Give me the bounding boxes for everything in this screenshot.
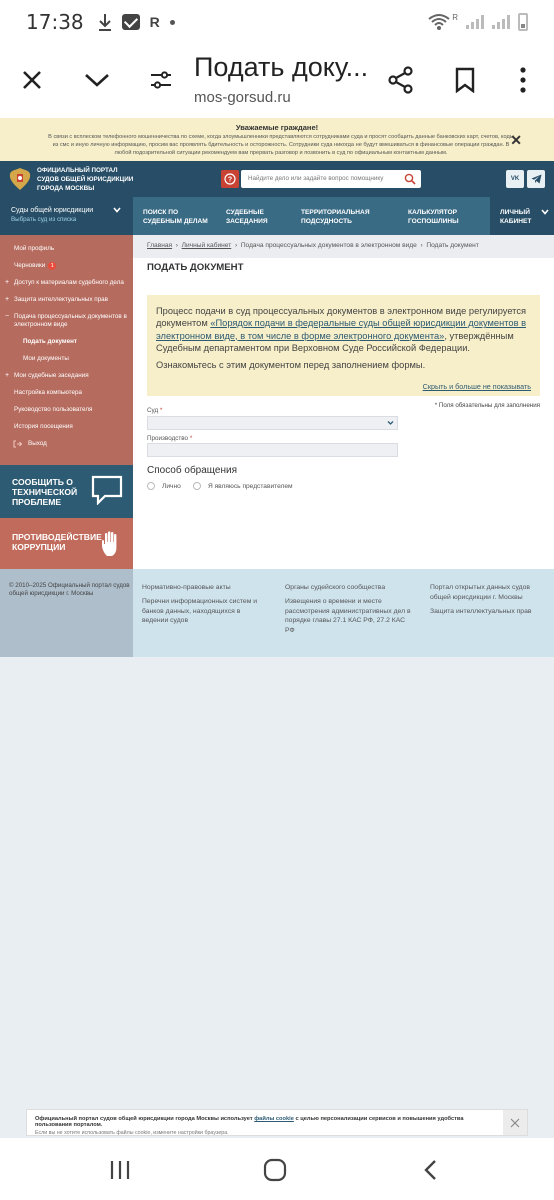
- procedure-document-link[interactable]: «Порядок подачи в федеральные суды общей юрисдикции документов в электронном виде, в том числе в форме электронного документа»: [156, 318, 527, 341]
- sidebar-item-case-access[interactable]: + Доступ к материалам судебного дела: [0, 279, 133, 287]
- coat-of-arms-icon: [8, 166, 32, 192]
- submission-method-title: Способ обращения: [147, 465, 237, 476]
- footer-link-ip-protection[interactable]: Защита интеллектуальных прав: [430, 608, 532, 615]
- court-field-label: Суд *: [147, 407, 163, 414]
- breadcrumb: Главная › Личный кабинет › Подача процессуальных документов в электронном виде › Подать документ: [147, 242, 479, 249]
- sidebar-item-user-guide[interactable]: Руководство пользователя: [14, 406, 93, 413]
- assistant-help-button[interactable]: [221, 170, 239, 188]
- page-settings-icon[interactable]: [143, 62, 179, 98]
- footer-link-info-systems[interactable]: Перечни информационных систем и банков данных, находящихся в ведении судов: [142, 598, 258, 624]
- chat-bubble-icon: [91, 475, 123, 505]
- sidebar-item-logout[interactable]: [0, 440, 133, 448]
- chevron-down-icon[interactable]: [79, 62, 115, 98]
- court-selector-sub: Выбрать суд из списка: [11, 216, 77, 223]
- sidebar-item-ip-protection[interactable]: + Защита интеллектуальных прав: [0, 296, 133, 304]
- nav-jurisdiction[interactable]: ТЕРРИТОРИАЛЬНАЯ ПОДСУДНОСТЬ: [301, 209, 370, 225]
- vk-icon[interactable]: VK: [506, 170, 524, 188]
- wifi-icon: [428, 13, 450, 31]
- cookie-notice: Официальный портал судов общей юрисдикции города Москвы использует файлы cookie с целью персонализации сервисов и повышения удобства пользования порталом. Если вы не хотите использовать файлы cookie, измените настройки браузера.: [26, 1109, 528, 1136]
- chevron-down-icon: [541, 209, 549, 215]
- site-header: [0, 161, 554, 197]
- signal-1-icon: [466, 15, 484, 29]
- close-icon[interactable]: [14, 62, 50, 98]
- info-notice: [147, 295, 540, 396]
- sidebar-item-label: Черновики: [14, 262, 46, 269]
- svg-text:?: ?: [227, 176, 233, 184]
- footer-link-open-data[interactable]: Портал открытых данных судов общей юрисдикции г. Москвы: [430, 584, 530, 601]
- cabinet-sidebar: [0, 235, 133, 465]
- promo-label: ПРОТИВОДЕЙСТВИЕ КОРРУПЦИИ: [12, 532, 102, 552]
- telegram-icon[interactable]: [527, 170, 545, 188]
- status-time: 17:38: [26, 10, 84, 34]
- footer-copyright: © 2010–2025 Официальный портал судов общей юрисдикции г. Москвы: [0, 569, 133, 657]
- breadcrumb-cabinet[interactable]: Личный кабинет: [181, 242, 232, 249]
- roaming-label: R: [452, 12, 458, 22]
- info-text: Процесс подачи в суд процессуальных документов в электронном виде регулируется документом «Порядок подачи в федеральные суды общей юрисдикции документов в электронном виде, в том числе в форме электронного документа», утверждённым Судебным департаментом при Верховном Суде Российской Федерации.: [156, 306, 527, 353]
- footer-link-judicial-bodies[interactable]: Органы судейского сообщества: [285, 584, 386, 591]
- sidebar-item-drafts[interactable]: [0, 262, 133, 270]
- sidebar-item-my-documents[interactable]: Мои документы: [23, 355, 69, 362]
- bookmark-icon[interactable]: [447, 62, 483, 98]
- recent-apps-icon[interactable]: [106, 1156, 134, 1184]
- sidebar-item-computer-setup[interactable]: Настройка компьютера: [14, 389, 82, 396]
- court-selector[interactable]: [0, 197, 133, 235]
- proceeding-field-label: Производство *: [147, 435, 193, 442]
- info-text-2: Ознакомьтесь с этим документом перед заполнением формы.: [156, 360, 426, 371]
- required-fields-note: * Поля обязательны для заполнения: [434, 402, 540, 409]
- page-heading: ПОДАТЬ ДОКУМЕНТ: [147, 262, 244, 273]
- sidebar-item-history[interactable]: История посещения: [14, 423, 73, 430]
- sidebar-item-label: Выход: [28, 440, 47, 447]
- search-input[interactable]: [241, 170, 421, 188]
- footer-links: [133, 569, 554, 657]
- drafts-count-badge: 1: [48, 262, 56, 270]
- footer-link-regulations[interactable]: Нормативно-правовые акты: [142, 584, 231, 591]
- download-icon: [98, 13, 112, 31]
- nav-case-search[interactable]: ПОИСК ПО СУДЕБНЫМ ДЕЛАМ: [143, 209, 208, 225]
- nav-personal-cabinet[interactable]: [490, 197, 554, 235]
- question-icon: [224, 173, 236, 185]
- logout-icon: [13, 440, 22, 448]
- home-icon[interactable]: [261, 1156, 289, 1184]
- chevron-down-icon: [113, 207, 121, 213]
- main-nav: [0, 197, 554, 235]
- cookie-text-2: Если вы не хотите использовать файлы cookie, измените настройки браузера.: [35, 1130, 229, 1136]
- cookie-link[interactable]: файлы cookie: [254, 1116, 294, 1122]
- sidebar-item-my-hearings[interactable]: + Мои судебные заседания: [0, 372, 133, 380]
- footer-link-notices[interactable]: Извещения о времени и месте рассмотрения административных дел в порядке главы 27.1 КАС РФ, 27.2 КАС РФ: [285, 598, 411, 634]
- radio-circle[interactable]: [147, 482, 155, 490]
- more-vert-icon[interactable]: [505, 62, 541, 98]
- warning-close-icon[interactable]: ✕: [510, 132, 522, 148]
- main-content: [133, 235, 554, 569]
- proceeding-select[interactable]: [147, 443, 398, 457]
- status-bar: [0, 0, 554, 44]
- sidebar-item-profile[interactable]: Мой профиль: [14, 245, 55, 252]
- nav-hearings[interactable]: СУДЕБНЫЕ ЗАСЕДАНИЯ: [226, 209, 268, 225]
- breadcrumb-section[interactable]: Подача процессуальных документов в электронном виде: [240, 242, 417, 249]
- cookie-close-icon[interactable]: [503, 1110, 527, 1135]
- sidebar-item-submit-document[interactable]: Подать документ: [23, 338, 77, 345]
- sidebar-item-e-filing[interactable]: − Подача процессуальных документов в электронном виде: [0, 313, 133, 329]
- search-icon[interactable]: [404, 173, 416, 185]
- breadcrumb-home[interactable]: Главная: [147, 242, 173, 249]
- battery-icon: [518, 13, 528, 31]
- page-url: mos-gorsud.ru: [194, 89, 291, 106]
- radio-representative[interactable]: Я являюсь представителем: [193, 482, 293, 490]
- warning-text: В связи с всплеском телефонного мошенничества по схеме, когда злоумышленники представляются сотрудниками суда и просят сообщить данные банковских карт, счетов, коды из смс и иную личную информацию, просим вас проявлять бдительность и осторожность. Сотрудники суда никогда не будут вмешиваться в финансовые операции граждан. В любой подозрительной ситуации рекомендуем вам прервать разговор и позвонить в суд по официальным контактным данным.: [48, 134, 514, 156]
- portal-name: ОФИЦИАЛЬНЫЙ ПОРТАЛ СУДОВ ОБЩЕЙ ЮРИСДИКЦИИ ГОРОДА МОСКВЫ: [37, 167, 134, 192]
- report-technical-problem-button[interactable]: [0, 465, 133, 518]
- nav-cabinet-label: ЛИЧНЫЙ КАБИНЕТ: [500, 209, 532, 225]
- promo-label: СООБЩИТЬ О ТЕХНИЧЕСКОЙ ПРОБЛЕМЕ: [12, 477, 78, 507]
- page-title-label: Подать доку...: [194, 52, 369, 82]
- fraud-warning-banner: [0, 118, 554, 161]
- nav-fee-calculator[interactable]: КАЛЬКУЛЯТОР ГОСПОШЛИНЫ: [408, 209, 459, 225]
- share-icon[interactable]: [383, 62, 419, 98]
- browser-toolbar: [0, 44, 554, 118]
- radio-circle[interactable]: [193, 482, 201, 490]
- back-icon[interactable]: [416, 1156, 444, 1184]
- breadcrumb-current: Подать документ: [426, 242, 479, 249]
- mail-notification-icon: [122, 14, 140, 30]
- radio-personal[interactable]: Лично: [147, 482, 181, 490]
- r-notification-icon: R: [149, 14, 160, 30]
- hide-notice-link[interactable]: Скрыть и больше не показывать: [422, 382, 531, 391]
- search-placeholder: Найдите дело или задайте вопрос помощнику: [248, 175, 384, 182]
- more-notifications-dot-icon: [170, 20, 175, 25]
- signal-2-icon: [492, 15, 510, 29]
- anti-corruption-button[interactable]: [0, 518, 133, 569]
- court-selector-title: Суды общей юрисдикции: [11, 207, 94, 214]
- warning-title: Уважаемые граждане!: [235, 123, 319, 132]
- court-select[interactable]: [147, 416, 398, 430]
- android-nav-bar: [0, 1138, 554, 1200]
- chevron-down-icon: [387, 420, 394, 426]
- hand-stop-icon: [101, 530, 123, 558]
